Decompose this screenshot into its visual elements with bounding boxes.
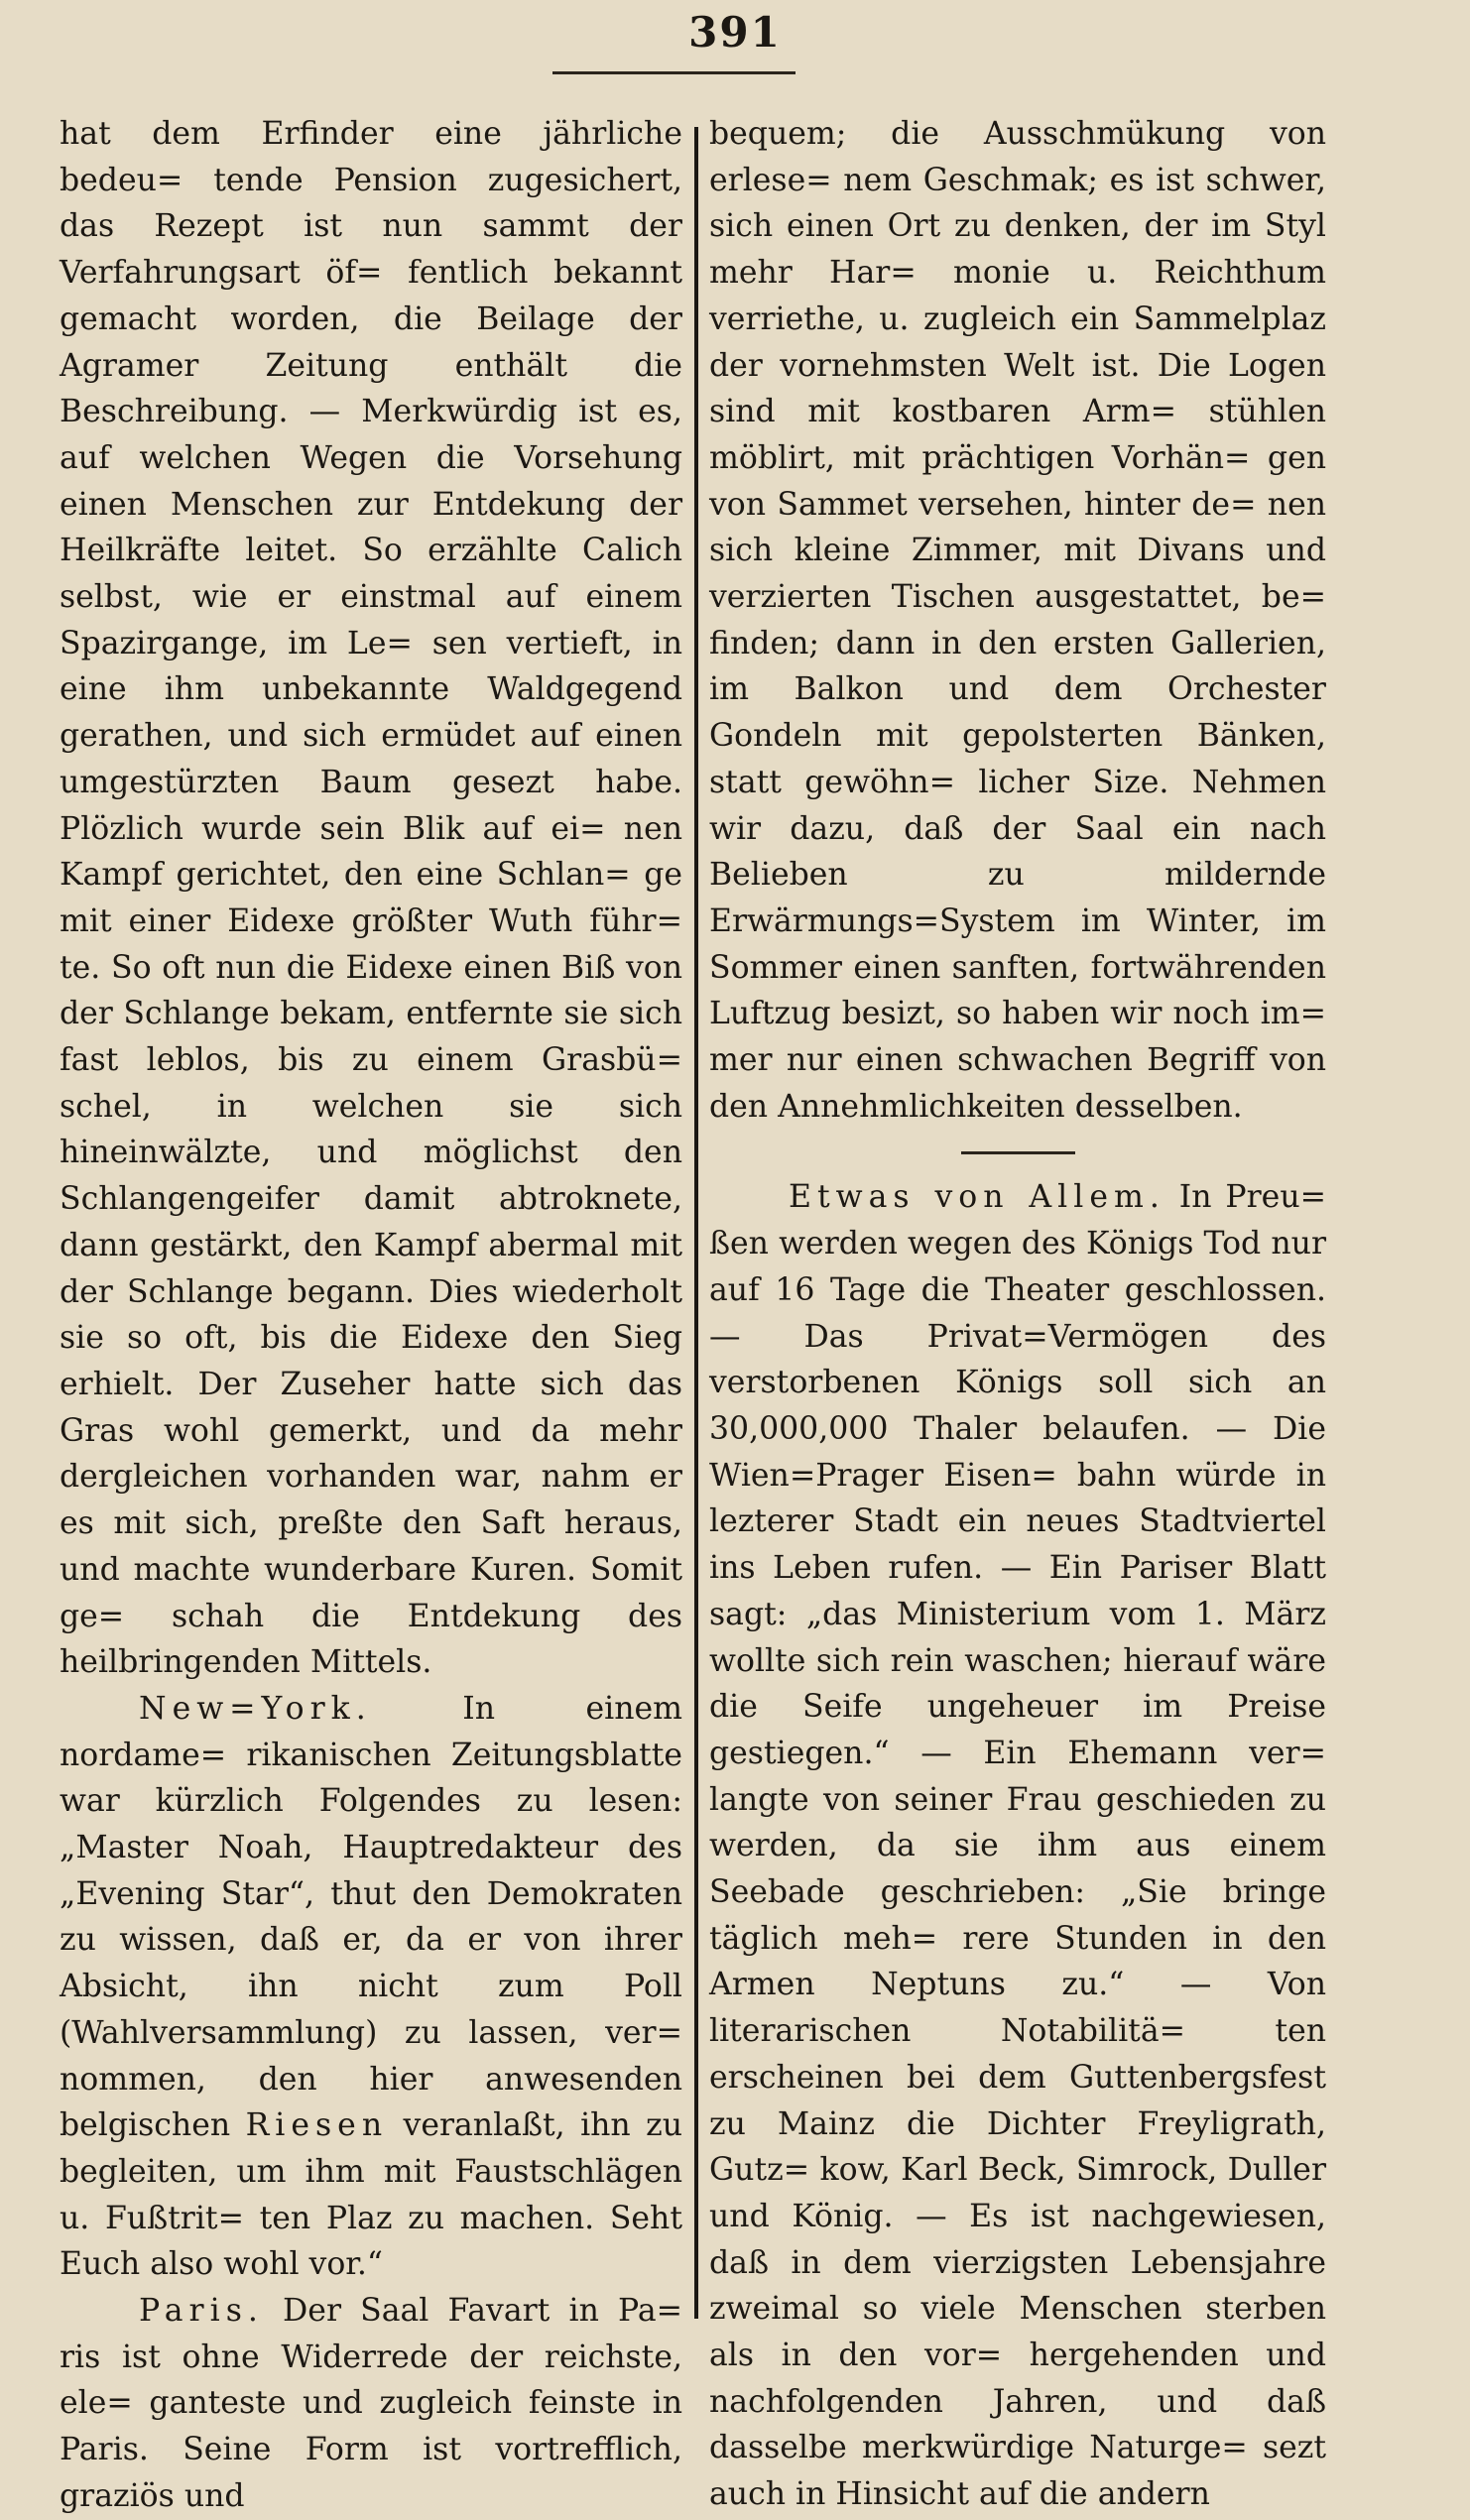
text-line: habe. Plözlich wurde sein Blik auf ei= <box>60 764 682 847</box>
misc-body <box>709 1226 1326 2512</box>
text-line: kow, Karl Beck, Simrock, Duller und <box>709 2152 1326 2234</box>
newyork-riese-rest: veranlaßt, ihn zu begleiten, <box>60 2107 683 2190</box>
misc-first-line: In Preu= <box>1178 1179 1326 1216</box>
text-line: werden, da sie ihm aus einem Seebade <box>709 1828 1326 1911</box>
text-line: belaufen. — Die Wien=Prager Eisen= <box>709 1410 1326 1494</box>
text-line: schah die Entdekung des heilbringenden <box>60 1598 683 1681</box>
text-line: auf einen umgestürzten Baum gesezt <box>60 718 683 800</box>
text-line: thut den Demokraten zu wissen, daß er, <box>60 1875 682 1959</box>
article-newyork-paragraph <box>60 1686 682 2288</box>
right-column <box>709 111 1326 2518</box>
text-line: bahn würde in lezterer Stadt ein neues <box>709 1457 1326 1540</box>
text-line: ist. Die Logen sind mit kostbaren Arm= <box>709 347 1326 430</box>
text-line: ris ist ohne Widerrede der reichste, ele= <box>60 2339 682 2422</box>
text-line: ist nun sammt der Verfahrungsart öf= <box>60 208 682 292</box>
paris-first-line: Der Saal Favart in Pa= <box>283 2293 682 2330</box>
article-misc-paragraph <box>709 1174 1326 2517</box>
left-column <box>60 111 682 2520</box>
text-line: ten Plaz zu machen. Seht Euch also <box>60 2200 683 2283</box>
text-line: abermal mit der Schlange begann. Dies <box>60 1227 682 1310</box>
text-line: ten erscheinen bei dem Guttenbergsfest <box>709 2013 1326 2096</box>
text-line: Beilage der Agramer Zeitung enthält <box>60 300 682 384</box>
text-line: ßen werden wegen des Königs Tod nur <box>709 1226 1326 1262</box>
newyork-body <box>60 1738 682 2144</box>
text-line: langte von seiner Frau geschieden zu <box>709 1781 1326 1818</box>
text-line: viele Menschen sterben als in den vor= <box>709 2291 1327 2374</box>
paris-heading: Paris. <box>139 2293 264 2330</box>
text-line: machte wunderbare Kuren. Somit ge= <box>60 1551 682 1634</box>
text-line: Ort zu denken, der im Styl mehr Har= <box>709 208 1326 292</box>
text-line: sen vertieft, in eine ihm unbekannte <box>60 625 682 708</box>
text-line: das Gras wohl gemerkt, und da mehr <box>60 1366 682 1449</box>
text-line: Pariser Blatt sagt: „das Ministerium <box>709 1550 1327 1632</box>
article-paris-paragraph <box>60 2288 682 2520</box>
text-line: Das Privat=Vermögen des verstorbenen <box>709 1318 1327 1401</box>
text-line: wiederholt sie so oft, bis die Eidexe den <box>60 1273 682 1357</box>
text-line: Mittels. <box>309 1644 432 1681</box>
text-line: um ihm mit Faustschlägen u. Fußtrit= <box>60 2153 682 2236</box>
text-line: sezt auch in Hinsicht auf die andern <box>709 2430 1326 2513</box>
text-line: vom 1. März wollte sich rein waschen; <box>709 1596 1326 1679</box>
text-line: finden; dann in den ersten Gallerien, <box>709 625 1326 661</box>
text-line: schel, in welchen sie sich hineinwälzte, <box>60 1088 682 1171</box>
text-line: te. So oft nun die Eidexe einen Biß <box>60 949 626 986</box>
text-line: monie u. Reichthum verriethe, u. zugleich <box>709 255 1326 337</box>
text-line: mit gepolsterten Bänken, statt gewöhn= <box>709 718 1326 800</box>
text-line: und daß dasselbe merkwürdige Naturge= <box>709 2383 1326 2466</box>
text-line: zu.“ — Von literarischen Notabilitä= <box>709 1967 1326 2050</box>
text-line: wohl vor.“ <box>223 2246 384 2283</box>
text-line: auf welchen Wegen die Vorsehung einen <box>60 439 682 523</box>
text-line: sich fast leblos, bis zu einem Grasbü= <box>60 996 682 1079</box>
text-line: auf 16 Tage die Theater geschlossen. — <box>709 1271 1326 1355</box>
text-line: ein Sammelplaz der vornehmsten Welt <box>709 300 1326 384</box>
text-line: stühlen möblirt, mit prächtigen Vorhän= <box>709 394 1326 476</box>
text-line: Stadtviertel ins Leben rufen. — Ein <box>709 1503 1326 1587</box>
section-rule <box>961 1151 1075 1154</box>
text-line: rere Stunden in den Armen Neptuns <box>709 1920 1326 2003</box>
text-line: dergleichen vorhanden war, nahm er es <box>60 1459 682 1542</box>
text-line: rikanischen Zeitungsblatte war kürzlich <box>60 1737 683 1820</box>
text-line: einstmal auf einem Spazirgange, im Le= <box>60 579 682 661</box>
paris-body <box>60 2340 682 2514</box>
text-line: Sommer einen sanften, fortwährenden <box>709 949 1326 986</box>
text-line: hierauf wäre die Seife ungeheuer im <box>709 1642 1326 1726</box>
text-line: Poll (Wahlversammlung) zu lassen, ver= <box>60 1969 682 2051</box>
newyork-heading: New=York. <box>139 1690 372 1727</box>
newyork-riese-word: Riesen <box>245 2107 389 2144</box>
text-line: Hauptredakteur des „Evening Star“, <box>60 1830 682 1912</box>
text-line: von der Schlange bekam, entfernte sie <box>60 949 682 1032</box>
text-line: licher Size. Nehmen wir dazu, daß der <box>709 764 1326 847</box>
text-line: und verzierten Tischen ausgestattet, be= <box>709 533 1326 616</box>
text-line: Sieg erhielt. Der Zuseher hatte sich <box>60 1320 682 1402</box>
text-line: nen sich kleine Zimmer, mit Divans <box>709 486 1326 569</box>
text-line: und möglichst den Schlangengeifer damit <box>60 1135 682 1218</box>
text-line: tende Pension zugesichert, das Rezept <box>60 162 682 245</box>
article-invention-paragraph <box>60 111 682 1686</box>
paris-indent <box>60 2293 139 2329</box>
text-line: Seine Form ist vortrefflich, graziös und <box>60 2432 682 2514</box>
text-line: Erwärmungs=System im Winter, im <box>709 902 1326 939</box>
text-line: Waldgegend gerathen, und sich ermüdet <box>60 671 682 755</box>
text-line: ganteste und zugleich feinste in Paris. <box>60 2385 683 2468</box>
column-divider <box>694 127 698 2319</box>
text-line: Saal ein nach Belieben zu mildernde <box>709 810 1326 894</box>
page-number: 391 <box>688 8 782 57</box>
newyork-first-line: In einem nordame= <box>60 1690 682 1773</box>
text-line: Menschen zur Entdekung der Heilkräfte <box>60 486 683 569</box>
misc-heading: Etwas von Allem. <box>789 1179 1165 1216</box>
text-line: Preise gestiegen.“ — Ein Ehemann ver= <box>709 1689 1326 1771</box>
text-line: hergehenden und nachfolgenden Jahren, <box>709 2338 1326 2420</box>
text-line: geschrieben: „Sie bringe täglich meh= <box>709 1874 1326 1957</box>
text-line: Königs soll sich an 30,000,000 Thaler <box>709 1365 1326 1447</box>
text-line: Luftzug besizt, so haben wir noch im= <box>709 996 1326 1032</box>
text-line: nen Kampf gerichtet, den eine Schlan= <box>60 810 682 894</box>
text-line: zu Mainz die Dichter Freyligrath, Gutz= <box>709 2105 1326 2189</box>
text-line: abtroknete, dann gestärkt, den Kampf <box>60 1181 682 1263</box>
text-line: leitet. So erzählte Calich selbst, wie er <box>60 533 682 616</box>
text-line: fentlich bekannt gemacht worden, die <box>60 255 682 337</box>
text-line: hat dem Erfinder eine jährliche bedeu= <box>60 116 682 198</box>
text-line: mer nur einen schwachen Begriff von den <box>709 1042 1326 1125</box>
text-line: im Balkon und dem Orchester Gondeln <box>709 671 1326 755</box>
text-line: die Beschreibung. — Merkwürdig ist es, <box>60 347 682 430</box>
header-rule <box>552 71 796 74</box>
newyork-indent <box>60 1691 139 1727</box>
text-line: bequem; die Ausschmükung von erlese= <box>709 116 1326 198</box>
text-line: Annehmlichkeiten desselben. <box>778 1088 1243 1125</box>
text-line: dem vierzigsten Lebensjahre zweimal so <box>709 2244 1326 2328</box>
paris-continuation-paragraph <box>709 111 1326 1130</box>
text-line: da er von ihrer Absicht, ihn nicht zum <box>60 1922 682 2005</box>
text-line: nem Geschmak; es ist schwer, sich einen <box>709 162 1326 245</box>
text-line: ge mit einer Eidexe größter Wuth führ= <box>60 857 682 939</box>
text-line: mit sich, preßte den Saft heraus, und <box>60 1505 682 1588</box>
misc-indent <box>709 1179 789 1215</box>
text-line: nommen, den hier anwesenden belgischen <box>60 2061 682 2144</box>
text-line: Folgendes zu lesen: „Master Noah, <box>60 1783 682 1866</box>
text-line: gen von Sammet versehen, hinter de= <box>709 439 1326 523</box>
text-line: König. — Es ist nachgewiesen, daß in <box>709 2198 1326 2281</box>
